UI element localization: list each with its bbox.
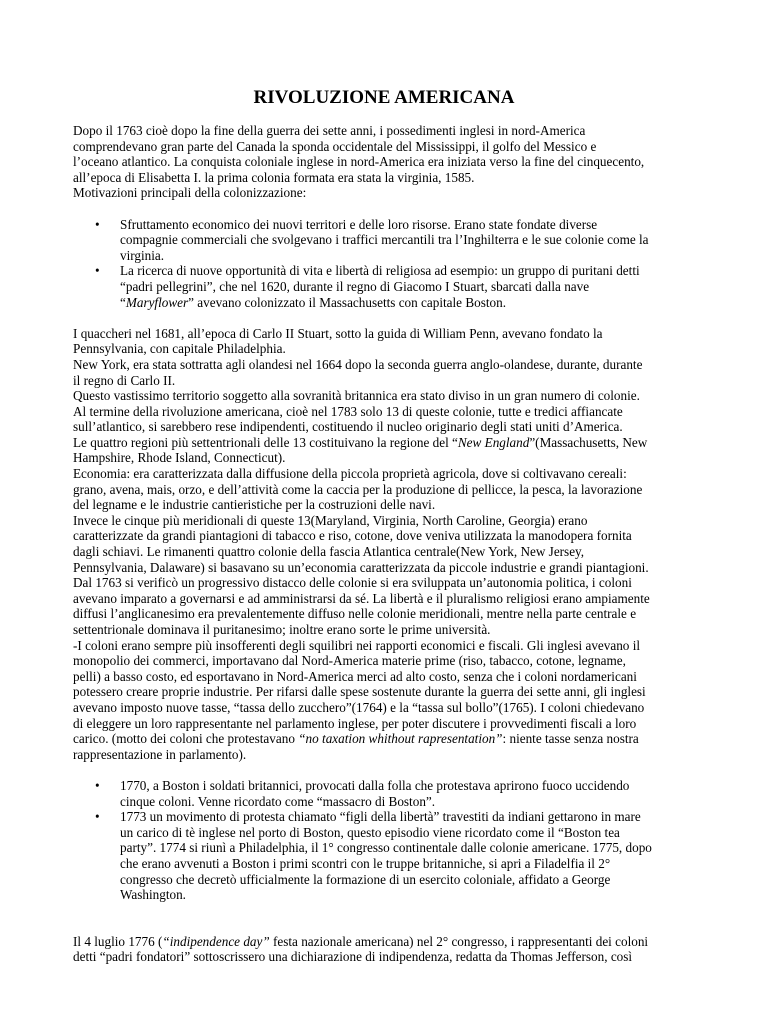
list-item-line: un carico di tè inglese nel porto di Boston, questo episodio viene ricordato come il “Boston tea xyxy=(120,824,620,840)
list-item-line: congresso che decretò ufficialmente la formazione di un esercito coloniale, affidato a George xyxy=(120,871,611,887)
text-run: Le quattro regioni più settentrionali delle 13 costituivano la regione del “ xyxy=(73,434,458,450)
body-line: I quaccheri nel 1681, all’epoca di Carlo II Stuart, sotto la guida di William Penn, avevano fondato la xyxy=(73,325,603,341)
text-run: festa nazionale americana) nel 2° congresso, i rappresentanti dei coloni xyxy=(269,933,649,949)
body-line: detti “padri fondatori” sottoscrissero una dichiarazione di indipendenza, redatta da Thomas Jefferson, così xyxy=(73,949,633,965)
intro-line: Motivazioni principali della colonizzazione: xyxy=(73,185,307,201)
bullet-icon: • xyxy=(95,809,100,825)
text-run: Il 4 luglio 1776 ( xyxy=(73,933,163,949)
text-run: ” avevano colonizzato il Massachusetts con capitale Boston. xyxy=(188,294,507,310)
intro-line: comprendevano gran parte del Canada la sponda occidentale del Mississippi, il golfo del Messico e xyxy=(73,138,597,154)
body-line xyxy=(73,435,698,451)
bullet-icon: • xyxy=(95,216,100,232)
holiday-name: “indipendence day” xyxy=(162,933,270,949)
intro-line: all’epoca di Elisabetta I. la prima colonia formata era stata la virginia, 1585. xyxy=(73,169,475,185)
body-line: -I coloni erano sempre più insofferenti degli squilibri nei rapporti economici e fiscali. Gli inglesi avevano il xyxy=(73,637,641,653)
ship-name: Maryflower xyxy=(125,294,189,310)
body-line: rappresentazione in parlamento). xyxy=(73,746,247,762)
spacer xyxy=(73,903,698,934)
body-line: avevano imparato a governarsi e ad amministrarsi da sé. La libertà e il pluralismo religiosi erano ampiamente xyxy=(73,590,650,606)
spacer xyxy=(73,762,698,778)
bullet-list-motivations xyxy=(73,217,698,311)
body-line xyxy=(73,934,698,950)
body-line: Dal 1763 si verificò un progressivo distacco delle colonie si era sviluppata un’autonomia politica, i coloni xyxy=(73,575,632,591)
document-body xyxy=(73,123,698,965)
list-item-line: compagnie commerciali che svolgevano i traffici mercantili tra l’Inghilterra e le sue colonie come la xyxy=(120,232,649,248)
list-item xyxy=(73,217,698,264)
intro-line: l’oceano atlantico. La conquista coloniale inglese in nord-America era iniziata verso la fine del cinquecento, xyxy=(73,154,645,170)
body-line: avevano imposto nuove tasse, “tassa dello zucchero”(1764) e la “tassa sul bollo”(1765). I coloni chiedevano xyxy=(73,699,645,715)
motto-quote: “no taxation whithout rapresentation” xyxy=(298,731,503,747)
list-item xyxy=(73,263,698,310)
list-item-line xyxy=(120,295,698,311)
body-line: monopolio dei commerci, importavano dal Nord-America materie prime (riso, tabacco, cotone, legname, xyxy=(73,653,626,669)
text-run: : niente tasse senza nostra xyxy=(502,731,639,747)
body-line: caratterizzate da grandi piantagioni di tabacco e riso, cotone, dove veniva utilizzata la manodopera fornita xyxy=(73,528,632,544)
body-line: Hampshire, Rhode Island, Connecticut). xyxy=(73,450,286,466)
bullet-icon: • xyxy=(95,777,100,793)
list-item-line: virginia. xyxy=(120,247,165,263)
list-item-line: 1773 un movimento di protesta chiamato “figli della libertà” travestiti da indiani gettarono in mare xyxy=(120,809,641,825)
list-item-line: Sfruttamento economico dei nuovi territori e delle loro risorse. Erano state fondate diverse xyxy=(120,216,598,232)
body-line: del legname e le industrie cantieristiche per la costruzioni delle navi. xyxy=(73,497,436,513)
body-line: sull’atlantico, si sarebbero rese indipendenti, costituendo il nucleo originario degli stati uniti d’America. xyxy=(73,419,623,435)
body-line: potessero creare proprie industrie. Per rifarsi dalle spese sostenute durante la guerra dei sette anni, gli inglesi xyxy=(73,684,646,700)
intro-line: Dopo il 1763 cioè dopo la fine della guerra dei sette anni, i possedimenti inglesi in nord-America xyxy=(73,123,586,138)
body-line: Pennsylvania, Dalaware) si basavano su un’economia caratterizzata da piccole industrie e grandi piantagioni. xyxy=(73,559,649,575)
page-title: RIVOLUZIONE AMERICANA xyxy=(253,87,515,108)
list-item xyxy=(73,809,698,903)
body-line: Questo vastissimo territorio soggetto alla sovranità britannica era stato diviso in un gran numero di colonie. xyxy=(73,388,640,404)
body-line: grano, avena, mais, orzo, e dell’attività come la caccia per la produzione di pellicce, la pesca, la lavorazione xyxy=(73,481,643,497)
list-item-line: La ricerca di nuove opportunità di vita e libertà di religiosa ad esempio: un gruppo di puritani detti xyxy=(120,263,640,279)
body-line: dagli schiavi. Le rimanenti quattro colonie della fascia Atlantica centrale(New York, New Jersey, xyxy=(73,544,585,560)
list-item-line: party”. 1774 si riunì a Philadelphia, il 1° congresso continentale dalle colonie americane. 1775, dopo xyxy=(120,840,652,856)
list-item-line: cinque coloni. Venne ricordato come “massacro di Boston”. xyxy=(120,793,436,809)
bullet-list-events xyxy=(73,778,698,903)
bullet-icon: • xyxy=(95,263,100,279)
text-run: “ xyxy=(120,294,126,310)
list-item-line: “padri pellegrini”, che nel 1620, durante il regno di Giacomo I Stuart, sbarcati dalla nave xyxy=(120,278,590,294)
body-line: Invece le cinque più meridionali di queste 13(Maryland, Virginia, North Caroline, Georgia) erano xyxy=(73,512,588,528)
body-line: Al termine della rivoluzione americana, cioè nel 1783 solo 13 di queste colonie, tutte e tredici affiancate xyxy=(73,403,623,419)
body-line: settentrionale dominava il puritanesimo; inoltre erano sorte le prime università. xyxy=(73,622,491,637)
body-line xyxy=(73,731,698,747)
body-line: Economia: era caratterizzata dalla diffusione della piccola proprietà agricola, dove si coltivavano cereali: xyxy=(73,466,627,482)
body-line: il regno di Carlo II. xyxy=(73,372,176,388)
spacer xyxy=(73,310,698,326)
body-line: di eleggere un loro rappresentante nel parlamento inglese, per poter discutere i provvedimenti fiscali a loro xyxy=(73,715,637,731)
list-item-line: che erano avvenuti a Boston i primi scontri con le truppe britanniche, si apri a Filadelfia il 2° xyxy=(120,855,611,871)
list-item xyxy=(73,778,698,809)
body-line: Pennsylvania, con capitale Philadelphia. xyxy=(73,341,286,357)
list-item-line: Washington. xyxy=(120,887,186,903)
text-run: ”(Massachusetts, New xyxy=(529,434,648,450)
body-line: New York, era stata sottratta agli olandesi nel 1664 dopo la seconda guerra anglo-olandese, durante, durante xyxy=(73,356,643,372)
list-item-line: 1770, a Boston i soldati britannici, provocati dalla folla che protestava aprirono fuoco uccidendo xyxy=(120,777,630,793)
body-line: pelli) a basso costo, ed esportavano in Nord-America merci ad alto costo, senza che i coloni nordamericani xyxy=(73,668,637,684)
text-run: carico. (motto dei coloni che protestavano xyxy=(73,731,299,747)
body-line: diffusi l’anglicanesimo era prevalentemente diffuso nelle colonie meridionali, mentre nella parte centrale e xyxy=(73,606,637,622)
region-name: New England xyxy=(457,434,530,450)
spacer xyxy=(73,201,698,217)
